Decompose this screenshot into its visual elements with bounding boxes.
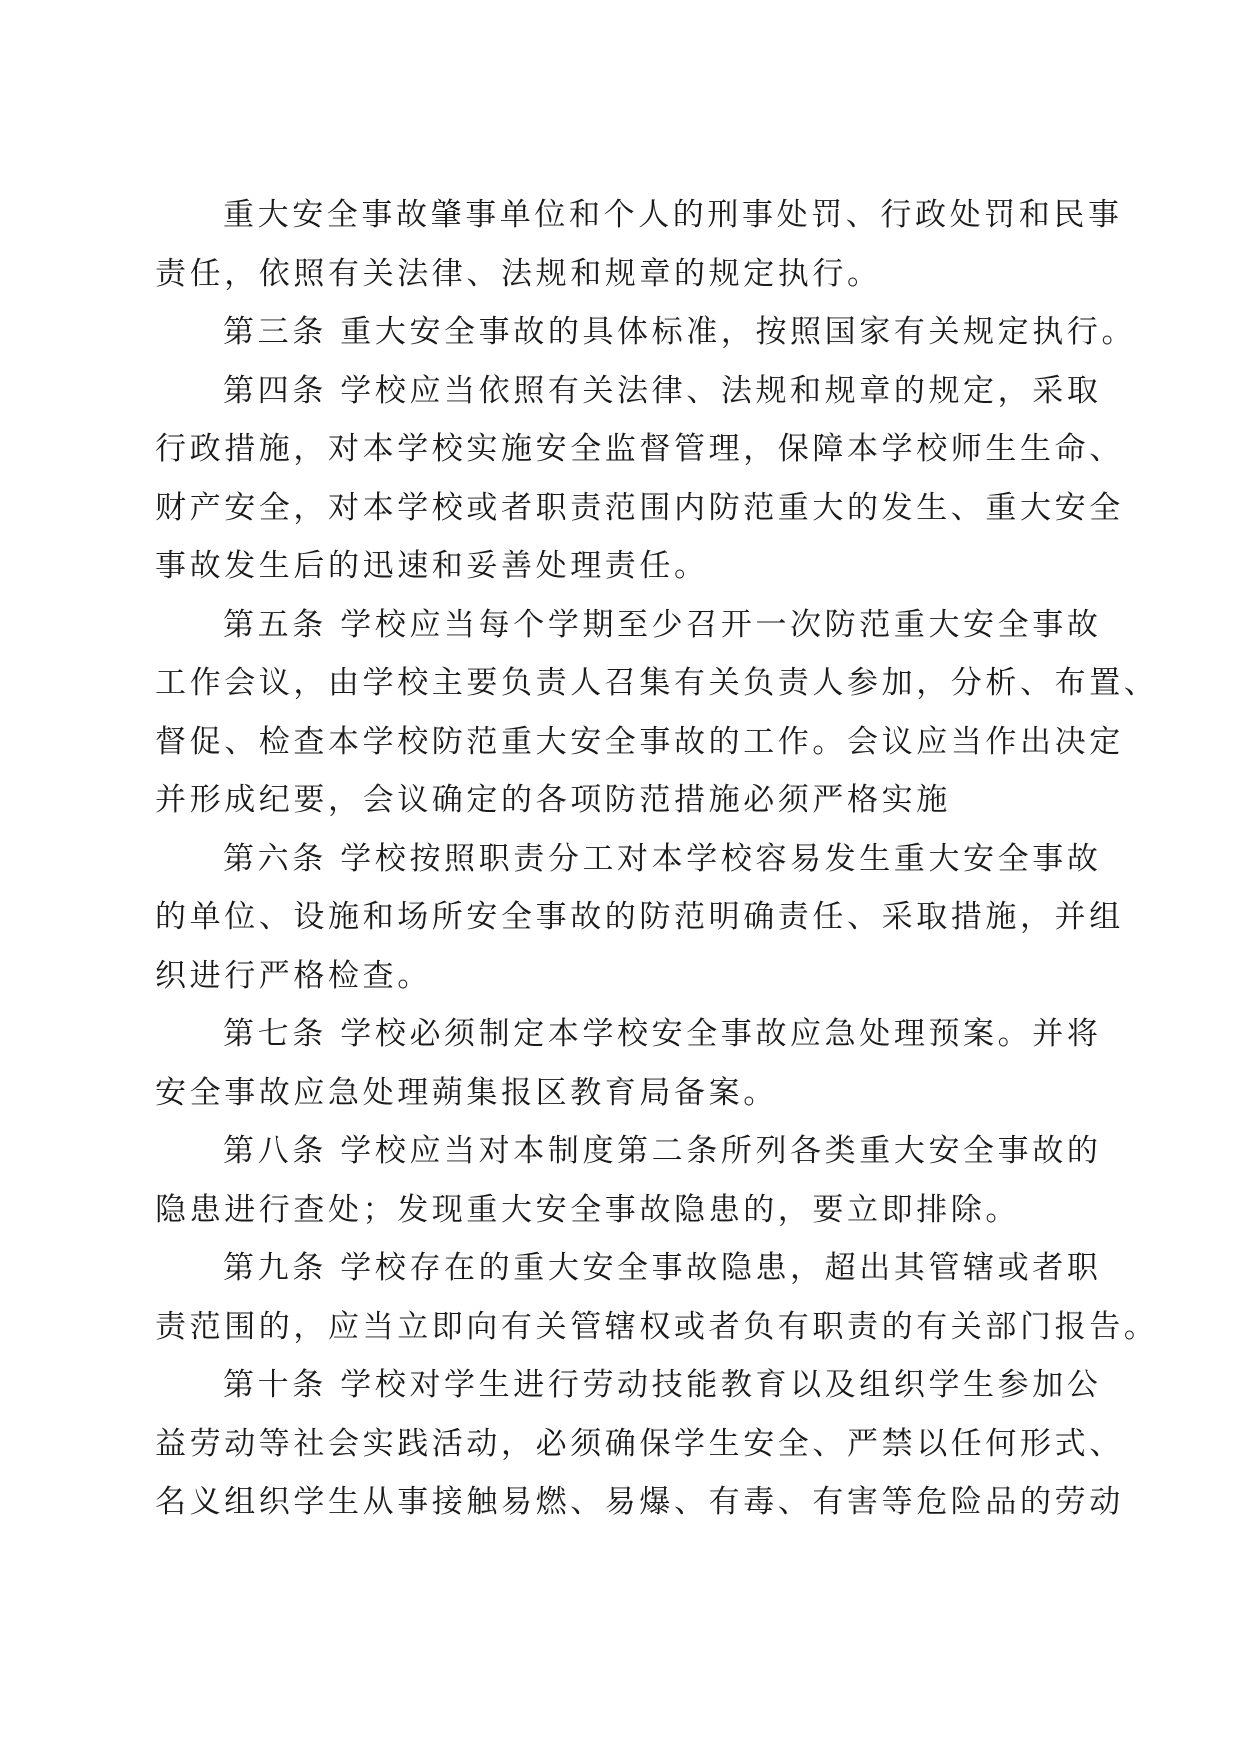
paragraph-article-10 [155,1356,1124,1532]
text-line: 益劳动等社会实践活动，必须确保学生安全、严禁以任何形式、 [155,1425,1124,1462]
text-line: 隐患进行查处；发现重大安全事故隐患的，要立即排除。 [155,1191,1020,1228]
text-line: 行政措施，对本学校实施安全监督管理，保障本学校师生生命、 [155,431,1124,467]
text-line: 第九条 学校存在的重大安全事故隐患，超出其管辖或者职 [223,1250,1102,1286]
paragraph-article-6 [155,830,1124,1006]
text-line: 工作会议，由学校主要负责人召集有关负责人参加，分析、布置、 [155,665,1159,701]
text-line: 事故发生后的迅速和妥善处理责任。 [155,548,709,584]
text-line: 第六条 学校按照职责分工对本学校容易发生重大安全事故 [223,840,1102,877]
paragraph-article-5 [155,596,1159,830]
paragraph-article-4 [155,362,1124,596]
paragraph-liability [155,186,1123,303]
text-line: 并形成纪要，会议确定的各项防范措施必须严格实施 [155,782,951,818]
text-line: 财产安全，对本学校或者职责范围内防范重大的发生、重大安全 [155,489,1124,526]
paragraph-article-8 [155,1122,1102,1239]
text-line: 责任，依照有关法律、法规和规章的规定执行。 [155,255,882,292]
text-line: 第三条 重大安全事故的具体标准，按照国家有关规定执行。 [223,314,1137,350]
text-line: 第七条 学校必须制定本学校安全事故应急处理预案。并将 [223,1016,1102,1052]
text-line: 重大安全事故肇事单位和个人的刑事处罚、行政处罚和民事 [223,197,1123,233]
text-line: 第十条 学校对学生进行劳动技能教育以及组织学生参加公 [223,1367,1102,1403]
text-line: 督促、检查本学校防范重大安全事故的工作。会议应当作出决定 [155,723,1124,760]
paragraph-article-9 [155,1239,1159,1356]
text-line: 第五条 学校应当每个学期至少召开一次防范重大安全事故 [223,606,1102,643]
text-line: 名义组织学生从事接触易燃、易爆、有毒、有害等危险品的劳动 [155,1484,1124,1520]
document-body [155,186,1159,1532]
text-line: 第八条 学校应当对本制度第二条所列各类重大安全事故的 [223,1133,1102,1169]
text-line: 的单位、设施和场所安全事故的防范明确责任、采取措施，并组 [155,899,1124,935]
paragraph-article-3 [155,303,1137,362]
text-line: 安全事故应急处理蒴集报区教育局备案。 [155,1074,778,1111]
text-line: 第四条 学校应当依照有关法律、法规和规章的规定，采取 [223,372,1102,409]
text-line: 责范围的，应当立即向有关管辖权或者负有职责的有关部门报告。 [155,1308,1159,1345]
text-line: 织进行严格检查。 [155,957,432,994]
paragraph-article-7 [155,1005,1102,1122]
